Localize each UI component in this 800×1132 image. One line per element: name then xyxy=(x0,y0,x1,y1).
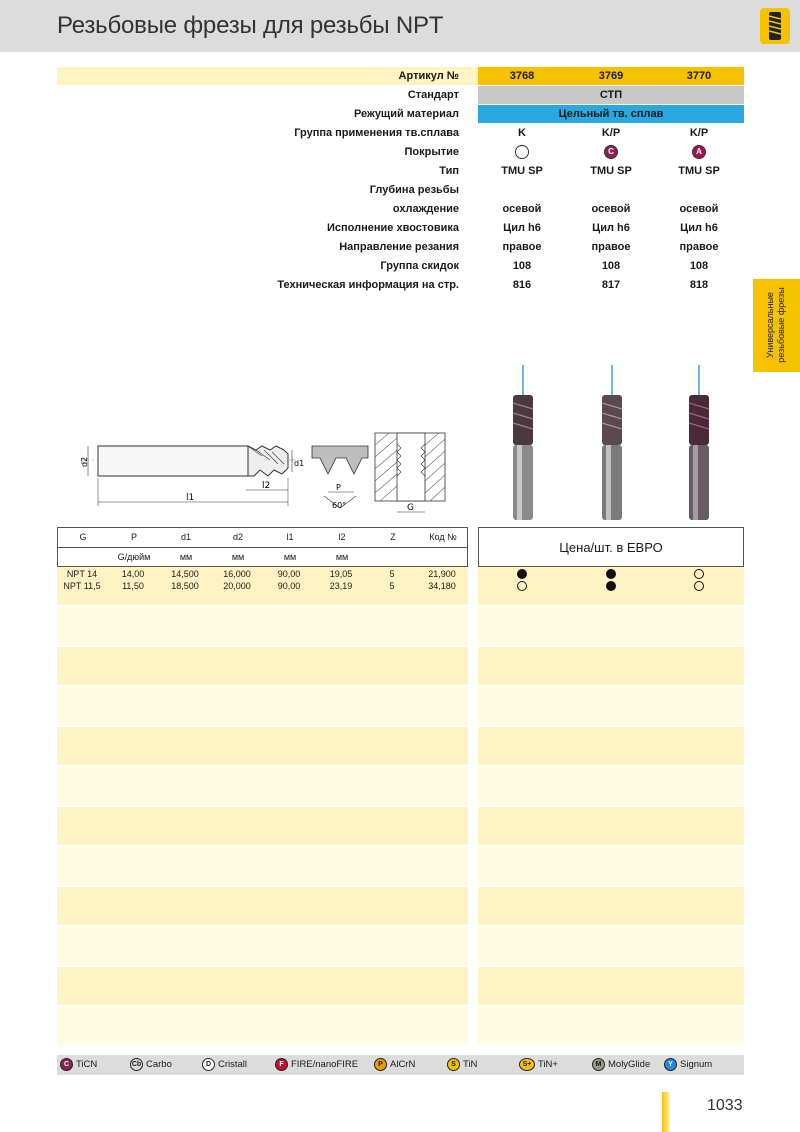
type-value-3: TMU SP xyxy=(678,165,720,177)
col-d1: d1 xyxy=(180,532,191,542)
spec-label-shank: Исполнение хвостовика xyxy=(327,222,459,234)
cell-d1: 18,500 xyxy=(171,581,199,591)
table-units-row xyxy=(57,547,468,567)
legend-alcrn xyxy=(374,1058,415,1071)
price-stripe xyxy=(478,1007,744,1045)
cell-d2: 20,000 xyxy=(223,581,251,591)
legend-label: Carbo xyxy=(146,1059,172,1070)
table-stripe xyxy=(57,967,468,1005)
cooling-value-1: осевой xyxy=(502,203,542,215)
legend-fire xyxy=(275,1058,358,1071)
legend-cristall xyxy=(202,1058,247,1071)
price-header xyxy=(478,527,744,567)
on-request-dot-icon xyxy=(694,581,704,591)
cooling-value-2: осевой xyxy=(591,203,631,215)
price-stripe xyxy=(478,887,744,925)
spec-label-material: Режущий материал xyxy=(353,108,459,120)
unit-l1: мм xyxy=(283,552,297,562)
signum-icon: Y xyxy=(664,1058,677,1071)
unit-l2: мм xyxy=(335,552,349,562)
table-stripe xyxy=(57,687,468,725)
cell-g: NPT 11,5 xyxy=(63,581,101,591)
legend-signum xyxy=(664,1058,712,1071)
group-value-2: K/P xyxy=(601,127,621,139)
shank-value-1: Цил h6 xyxy=(503,222,541,234)
price-stripe xyxy=(478,927,744,965)
legend-label: FIRE/nanoFIRE xyxy=(291,1059,359,1070)
article-3770: 3770 xyxy=(686,70,712,82)
spec-label-cooling: охлаждение xyxy=(392,203,459,215)
unit-d1: мм xyxy=(179,552,193,562)
group-value-1: K xyxy=(518,127,526,139)
on-request-dot-icon xyxy=(517,581,527,591)
spec-label-standard: Стандарт xyxy=(407,89,459,101)
angle-label: 60° xyxy=(332,501,347,510)
legend-label: TiN+ xyxy=(538,1059,558,1070)
coating-a-icon: A xyxy=(692,145,706,159)
spec-label-group: Группа применения тв.сплава xyxy=(294,127,459,139)
table-stripe xyxy=(57,727,468,765)
price-stripe xyxy=(478,727,744,765)
cell-l2: 19,05 xyxy=(329,569,353,579)
table-stripe xyxy=(57,927,468,965)
cell-code: 34,180 xyxy=(428,581,456,591)
alcrn-icon: P xyxy=(374,1058,387,1071)
legend-label: TiN xyxy=(463,1059,478,1070)
type-value-1: TMU SP xyxy=(501,165,543,177)
shank-value-3: Цил h6 xyxy=(680,222,718,234)
cell-p: 14,00 xyxy=(121,569,145,579)
table-stripe xyxy=(57,847,468,885)
cell-z: 5 xyxy=(389,569,395,579)
tool-image-3769 xyxy=(594,365,630,525)
article-3768: 3768 xyxy=(509,70,535,82)
legend-tin xyxy=(447,1058,477,1071)
thread-mill-logo-icon xyxy=(760,8,790,44)
cell-z: 5 xyxy=(389,581,395,591)
price-stripe xyxy=(478,767,744,805)
spec-label-depth: Глубина резьбы xyxy=(369,184,459,196)
col-d2: d2 xyxy=(232,532,243,542)
unit-d2: мм xyxy=(231,552,245,562)
molyglide-icon: M xyxy=(592,1058,605,1071)
material-value: Цельный тв. сплав xyxy=(558,108,664,120)
cristall-icon: D xyxy=(202,1058,215,1071)
spec-label-coating: Покрытие xyxy=(404,146,459,158)
page-number-bar xyxy=(662,1092,670,1132)
table-stripe xyxy=(57,1007,468,1045)
cooling-value-3: осевой xyxy=(679,203,719,215)
coating-value-2 xyxy=(566,145,656,159)
legend-label: Signum xyxy=(680,1059,713,1070)
g-label: G xyxy=(407,503,414,513)
cell-g: NPT 14 xyxy=(66,569,98,579)
cell-l1: 90,00 xyxy=(277,569,301,579)
table-stripe xyxy=(57,767,468,805)
price-stripe xyxy=(478,607,744,645)
techinfo-value-1[interactable]: 816 xyxy=(512,279,532,291)
tool-image-3768 xyxy=(505,365,541,525)
techinfo-value-3[interactable]: 818 xyxy=(689,279,709,291)
col-p: P xyxy=(130,532,137,542)
table-stripe xyxy=(57,807,468,845)
cell-l2: 23,19 xyxy=(329,581,353,591)
direction-value-2: правое xyxy=(591,241,631,253)
thread-profile-drawing xyxy=(310,436,370,514)
side-category-tab[interactable] xyxy=(753,279,800,372)
legend-ticn xyxy=(60,1058,97,1071)
spec-label-type: Тип xyxy=(439,165,459,177)
price-stripe xyxy=(478,687,744,725)
legend-label: MolyGlide xyxy=(608,1059,651,1070)
shank-value-2: Цил h6 xyxy=(592,222,630,234)
ticn-icon: C xyxy=(60,1058,73,1071)
col-g: G xyxy=(79,532,87,542)
price-stripe xyxy=(478,647,744,685)
carbo-icon: Cb xyxy=(130,1058,143,1071)
cell-d1: 14,500 xyxy=(171,569,199,579)
spec-label-discount: Группа скидок xyxy=(380,260,459,272)
discount-value-2: 108 xyxy=(601,260,621,272)
coating-uncoated-icon xyxy=(515,145,529,159)
legend-molyglide xyxy=(592,1058,650,1071)
table-stripe xyxy=(57,647,468,685)
coating-value-3 xyxy=(654,145,744,159)
pitch-label: P xyxy=(336,483,341,492)
page-header xyxy=(0,0,800,52)
col-l1: l1 xyxy=(286,532,294,542)
col-code: Код № xyxy=(429,532,457,542)
available-dot-icon xyxy=(606,581,616,591)
table-stripe xyxy=(57,607,468,645)
fire-icon: F xyxy=(275,1058,288,1071)
price-stripe xyxy=(478,807,744,845)
legend-carbo xyxy=(130,1058,172,1071)
spec-label-direction: Направление резания xyxy=(339,241,459,253)
table-header-row xyxy=(57,527,468,547)
page-number: 1033 xyxy=(707,1097,743,1114)
cell-l1: 90,00 xyxy=(277,581,301,591)
price-stripe xyxy=(478,967,744,1005)
cell-code: 21,900 xyxy=(428,569,456,579)
discount-value-3: 108 xyxy=(689,260,709,272)
page-title: Резьбовые фрезы для резьбы NPT xyxy=(57,12,444,39)
unit-p: G/дюйм xyxy=(117,552,151,562)
cell-p: 11,50 xyxy=(122,581,144,591)
spec-label-article: Артикул № xyxy=(398,70,459,82)
l2-label: l2 xyxy=(262,481,271,491)
l1-label: l1 xyxy=(186,493,195,503)
legend-label: Cristall xyxy=(218,1059,248,1070)
type-value-2: TMU SP xyxy=(590,165,632,177)
d1-label: d1 xyxy=(294,459,305,468)
discount-value-1: 108 xyxy=(512,260,532,272)
price-stripe xyxy=(478,847,744,885)
tin-icon: S xyxy=(447,1058,460,1071)
standard-value: СТП xyxy=(599,89,623,101)
thread-section-drawing xyxy=(372,430,452,518)
tinplus-icon: S+ xyxy=(519,1058,535,1071)
col-z: Z xyxy=(390,532,396,542)
coating-legend xyxy=(57,1055,744,1075)
techinfo-value-2[interactable]: 817 xyxy=(601,279,621,291)
on-request-dot-icon xyxy=(694,569,704,579)
table-stripe xyxy=(57,887,468,925)
tool-image-3770 xyxy=(681,365,717,525)
available-dot-icon xyxy=(517,569,527,579)
article-3769: 3769 xyxy=(598,70,624,82)
direction-value-1: правое xyxy=(502,241,542,253)
available-dot-icon xyxy=(606,569,616,579)
col-l2: l2 xyxy=(338,532,346,542)
spec-label-techinfo: Техническая информация на стр. xyxy=(277,279,459,291)
group-value-3: K/P xyxy=(689,127,709,139)
d2-label: d2 xyxy=(80,456,89,467)
tool-dimension-drawing xyxy=(76,430,306,510)
legend-label: AlCrN xyxy=(390,1059,416,1070)
legend-tinplus xyxy=(519,1058,558,1071)
cell-d2: 16,000 xyxy=(223,569,251,579)
direction-value-3: правое xyxy=(679,241,719,253)
price-label: Цена/шт. в ЕВРО xyxy=(559,540,663,555)
coating-value-1 xyxy=(477,145,567,159)
side-tab-label: Универсальные резьбовые фрезы xyxy=(765,287,786,363)
legend-label: TiCN xyxy=(76,1059,98,1070)
coating-ticn-icon: C xyxy=(604,145,618,159)
